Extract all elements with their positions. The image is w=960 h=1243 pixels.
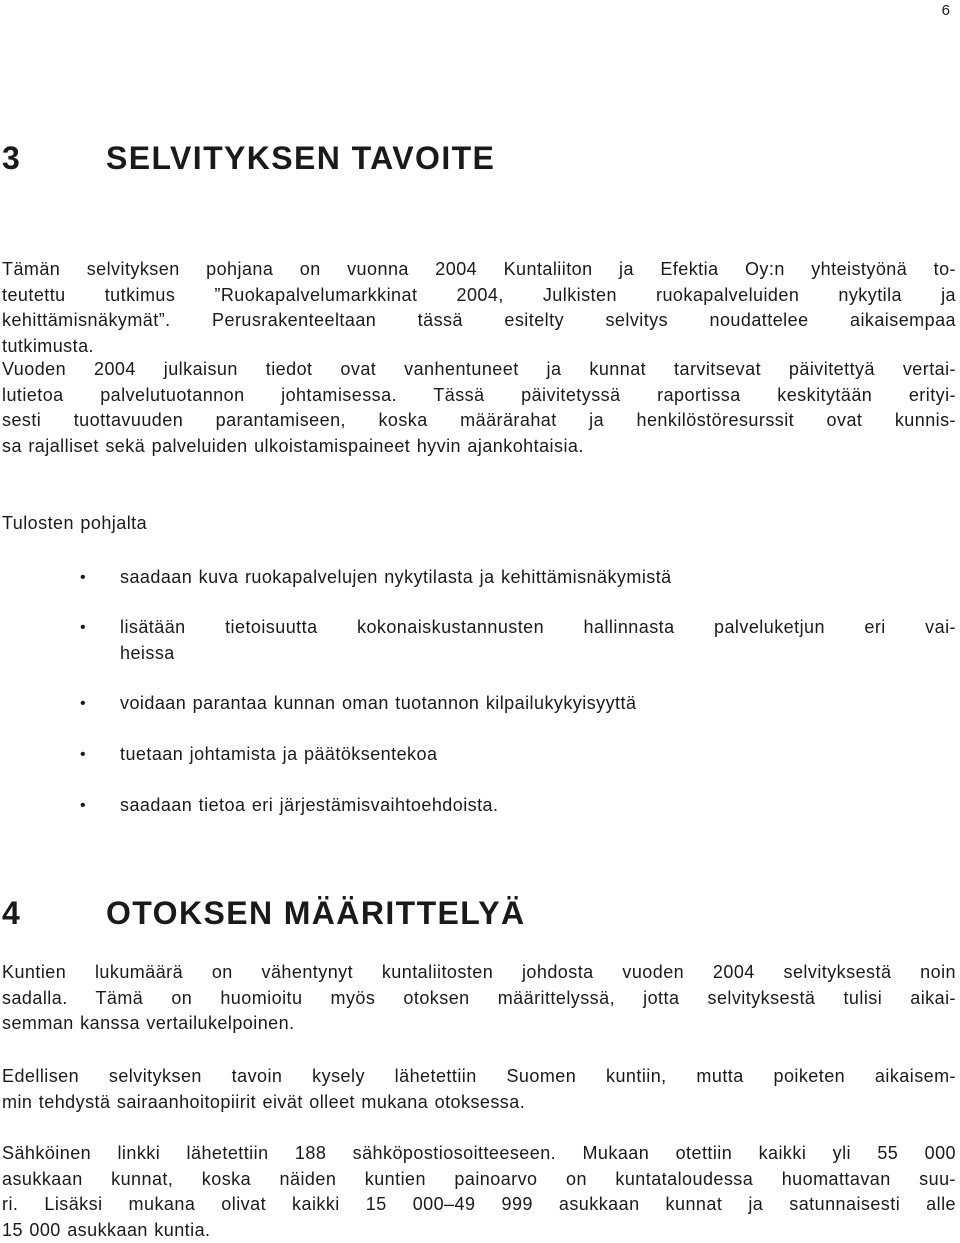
- paragraph-line: sesti tuottavuuden parantamiseen, koska määrärahat ja henkilöstöresurssit ovat kunnis-: [2, 408, 956, 434]
- paragraph-line: Tämän selvityksen pohjana on vuonna 2004 Kuntaliiton ja Efektia Oy:n yhteistyönä to-: [2, 257, 956, 283]
- list-item-text: [120, 691, 956, 717]
- bullet-icon: •: [80, 742, 86, 768]
- paragraph-line: 15 000 asukkaan kuntia.: [2, 1218, 956, 1243]
- paragraph-line: Sähköinen linkki lähetettiin 188 sähköpostiosoitteeseen. Mukaan otettiin kaikki yli 55 000: [2, 1141, 956, 1167]
- paragraph-line: Tulosten pohjalta: [2, 511, 956, 537]
- list-item-text: [120, 742, 956, 768]
- bullet-icon: •: [80, 691, 86, 717]
- paragraph-line: lutietoa palvelutuotannon johtamisessa. Tässä päivitetyssä raportissa keskitytään erityi-: [2, 383, 956, 409]
- list-item-text: [120, 565, 956, 591]
- section-4-paragraph-1: [2, 960, 956, 1037]
- list-item-line: tuetaan johtamista ja päätöksentekoa: [120, 742, 956, 768]
- paragraph-line: Edellisen selvityksen tavoin kysely lähetettiin Suomen kuntiin, mutta poiketen aikaisem-: [2, 1064, 956, 1090]
- list-item-line: heissa: [120, 641, 956, 667]
- section-4-paragraph-3: [2, 1141, 956, 1243]
- paragraph-line: asukkaan kunnat, koska näiden kuntien painoarvo on kuntataloudessa huomattavan suu-: [2, 1167, 956, 1193]
- paragraph-line: teutettu tutkimus ”Ruokapalvelumarkkinat 2004, Julkisten ruokapalveluiden nykytila ja: [2, 283, 956, 309]
- paragraph-line: kehittämisnäkymät”. Perusrakenteeltaan tässä esitelty selvitys noudattelee aikaisempaa: [2, 308, 956, 334]
- section-4-number: 4: [2, 895, 106, 932]
- section-4-heading: [2, 895, 526, 932]
- list-item-line: saadaan kuva ruokapalvelujen nykytilasta ja kehittämisnäkymistä: [120, 565, 956, 591]
- section-4-paragraph-2: [2, 1064, 956, 1115]
- section-3-heading: [2, 140, 495, 177]
- paragraph-line: sadalla. Tämä on huomioitu myös otoksen määrittelyssä, jotta selvityksestä tulisi aikai-: [2, 986, 956, 1012]
- paragraph-line: ri. Lisäksi mukana olivat kaikki 15 000–49 999 asukkaan kunnat ja satunnaisesti alle: [2, 1192, 956, 1218]
- list-item-text: [120, 615, 956, 666]
- list-item-line: saadaan tietoa eri järjestämisvaihtoehdoista.: [120, 793, 956, 819]
- bullet-icon: •: [80, 565, 86, 591]
- list-item-line: voidaan parantaa kunnan oman tuotannon kilpailukykyisyyttä: [120, 691, 956, 717]
- paragraph-line: min tehdystä sairaanhoitopiirit eivät olleet mukana otoksessa.: [2, 1090, 956, 1116]
- bullet-icon: •: [80, 615, 86, 641]
- section-3-paragraph-2: [2, 357, 956, 459]
- paragraph-line: tutkimusta.: [2, 334, 956, 360]
- bullet-icon: •: [80, 793, 86, 819]
- paragraph-line: Vuoden 2004 julkaisun tiedot ovat vanhentuneet ja kunnat tarvitsevat päivitettyä vertai-: [2, 357, 956, 383]
- list-item-text: [120, 793, 956, 819]
- section-3-number: 3: [2, 140, 106, 177]
- section-3-paragraph-3: [2, 511, 956, 537]
- paragraph-line: semman kanssa vertailukelpoinen.: [2, 1011, 956, 1037]
- paragraph-line: Kuntien lukumäärä on vähentynyt kuntaliitosten johdosta vuoden 2004 selvityksestä noin: [2, 960, 956, 986]
- section-4-title: OTOKSEN MÄÄRITTELYÄ: [106, 895, 526, 931]
- paragraph-line: sa rajalliset sekä palveluiden ulkoistamispaineet hyvin ajankohtaisia.: [2, 434, 956, 460]
- section-3-paragraph-1: [2, 257, 956, 359]
- page-number: 6: [942, 2, 950, 19]
- section-3-title: SELVITYKSEN TAVOITE: [106, 140, 495, 176]
- list-item-line: lisätään tietoisuutta kokonaiskustannusten hallinnasta palveluketjun eri vai-: [120, 615, 956, 641]
